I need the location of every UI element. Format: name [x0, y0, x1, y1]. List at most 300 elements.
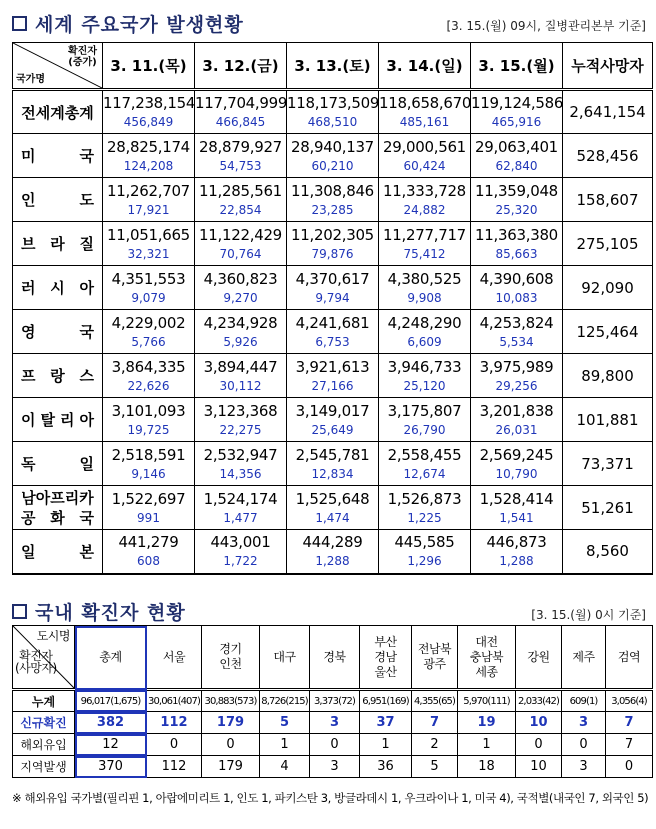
cumulative-cases: 11,202,305 — [291, 225, 374, 244]
daily-increase: 5,534 — [499, 334, 534, 349]
date-header: 3. 12.(금) — [195, 43, 287, 90]
daily-increase: 26,031 — [495, 422, 538, 437]
daily-increase: 25,320 — [495, 202, 538, 217]
world-country-row — [13, 354, 653, 398]
case-cell — [287, 398, 379, 442]
region-value: 36 — [360, 756, 412, 778]
case-cell — [103, 90, 195, 134]
case-cell — [379, 310, 471, 354]
case-cell — [379, 266, 471, 310]
case-cell — [195, 266, 287, 310]
case-cell — [287, 266, 379, 310]
cumulative-cases: 1,524,174 — [203, 489, 278, 508]
world-country-row — [13, 530, 653, 574]
daily-increase: 85,663 — [495, 246, 538, 261]
region-value: 7 — [606, 712, 653, 734]
region-value: 112 — [147, 712, 202, 734]
cumulative-cases: 118,658,670 — [379, 94, 472, 112]
daily-increase: 54,753 — [219, 158, 262, 173]
domestic-section-title — [12, 598, 186, 625]
cumulative-cases: 441,279 — [118, 533, 179, 552]
region-value: 179 — [202, 712, 260, 734]
domestic-row — [13, 756, 653, 778]
case-cell — [287, 310, 379, 354]
region-value: 3,056(4) — [606, 690, 653, 712]
daily-increase: 25,649 — [311, 422, 354, 437]
world-country-row — [13, 310, 653, 354]
region-value: 30,061(407) — [147, 690, 202, 712]
region-header: 총계 — [75, 626, 147, 690]
cumulative-cases: 11,333,728 — [383, 181, 466, 200]
daily-increase: 62,840 — [495, 158, 538, 173]
region-header: 전남북 광주 — [412, 626, 458, 690]
country-name-char: 영 — [21, 323, 36, 341]
daily-increase: 14,356 — [219, 466, 262, 481]
region-value: 3 — [310, 756, 360, 778]
country-name-text — [21, 365, 94, 386]
region-value: 0 — [310, 734, 360, 756]
country-name-char: 질 — [79, 235, 94, 253]
cumulative-cases: 443,001 — [210, 533, 271, 552]
cumulative-cases: 28,879,927 — [199, 137, 282, 156]
region-value: 30,883(573) — [202, 690, 260, 712]
country-name-text — [21, 453, 94, 474]
country-name-char: 일 — [21, 542, 36, 561]
region-header: 제주 — [562, 626, 606, 690]
case-cell — [471, 310, 563, 354]
daily-increase: 124,208 — [123, 158, 174, 173]
world-header-row — [13, 43, 653, 90]
country-name-char: 화 — [50, 508, 65, 527]
country-name-char: 국 — [79, 508, 94, 527]
cumulative-cases: 4,390,608 — [479, 269, 554, 288]
daily-increase: 27,166 — [311, 378, 354, 393]
case-cell — [103, 178, 195, 222]
daily-increase: 70,764 — [219, 246, 262, 261]
region-value: 3 — [310, 712, 360, 734]
cumulative-cases: 29,063,401 — [475, 137, 558, 156]
cumulative-cases: 11,262,707 — [107, 181, 190, 200]
cumulative-deaths: 158,607 — [563, 178, 653, 222]
case-cell — [379, 530, 471, 574]
region-value: 112 — [147, 756, 202, 778]
domestic-row — [13, 690, 653, 712]
row-label: 신규확진 — [13, 712, 75, 734]
country-name-line2 — [21, 508, 94, 528]
region-value: 5 — [412, 756, 458, 778]
world-country-row — [13, 178, 653, 222]
case-cell — [103, 266, 195, 310]
cumulative-cases: 28,940,137 — [291, 137, 374, 156]
cumulative-cases: 11,359,048 — [475, 181, 558, 200]
cumulative-cases: 11,363,380 — [475, 225, 558, 244]
cumulative-cases: 446,873 — [486, 533, 547, 552]
daily-increase: 22,275 — [219, 422, 262, 437]
cumulative-cases: 119,124,586 — [471, 94, 564, 112]
domestic-footnote: ※ 해외유입 국가별(필리핀 1, 아랍에미리트 1, 인도 1, 파키스탄 3, 방글라데시 1, 우크라이나 1, 미국 4), 국적별(내국인 7, 외국인 5) — [12, 791, 649, 805]
daily-increase: 12,674 — [403, 466, 446, 481]
cumulative-cases: 28,825,174 — [107, 137, 190, 156]
cumulative-cases: 4,241,681 — [295, 313, 370, 332]
daily-increase: 10,790 — [495, 466, 538, 481]
square-bullet-icon — [12, 604, 27, 619]
country-name-line1: 남아프리카 — [21, 488, 94, 507]
case-cell — [379, 442, 471, 486]
case-cell — [471, 398, 563, 442]
region-value: 2 — [412, 734, 458, 756]
cumulative-cases: 3,975,989 — [479, 357, 554, 376]
country-name — [13, 178, 103, 222]
region-value: 3 — [562, 712, 606, 734]
case-cell — [195, 442, 287, 486]
country-name-char: 도 — [79, 191, 94, 209]
cumulative-deaths: 101,881 — [563, 398, 653, 442]
case-cell — [379, 354, 471, 398]
daily-increase: 26,790 — [403, 422, 446, 437]
country-name-char: 스 — [79, 367, 94, 385]
daily-increase: 19,725 — [127, 422, 170, 437]
cumulative-cases: 4,248,290 — [387, 313, 462, 332]
daily-increase: 79,876 — [311, 246, 354, 261]
corner-bottom-label: 국가명 — [16, 74, 45, 85]
region-value: 0 — [606, 756, 653, 778]
square-bullet-icon — [12, 16, 27, 31]
country-name-char: 시 — [50, 279, 65, 297]
country-name-text: 전세계총계 — [21, 103, 94, 122]
country-name-char: 탈 — [40, 411, 55, 429]
case-cell — [103, 530, 195, 574]
daily-increase: 466,845 — [215, 115, 266, 129]
region-header: 검역 — [606, 626, 653, 690]
row-label: 누계 — [13, 690, 75, 712]
case-cell — [287, 90, 379, 134]
daily-increase: 25,120 — [403, 378, 446, 393]
case-cell — [379, 90, 471, 134]
case-cell — [195, 178, 287, 222]
case-cell — [471, 178, 563, 222]
row-label: 지역발생 — [13, 756, 75, 778]
case-cell — [379, 222, 471, 266]
cumulative-cases: 4,234,928 — [203, 313, 278, 332]
cum-deaths-header: 누적사망자 — [563, 43, 653, 90]
case-cell — [195, 310, 287, 354]
daily-increase: 608 — [137, 554, 160, 569]
case-cell — [287, 486, 379, 530]
region-value: 0 — [202, 734, 260, 756]
world-country-row — [13, 134, 653, 178]
region-value: 1 — [360, 734, 412, 756]
cumulative-deaths: 275,105 — [563, 222, 653, 266]
country-name — [13, 266, 103, 310]
country-name — [13, 354, 103, 398]
cumulative-cases: 2,545,781 — [295, 445, 370, 464]
country-name-char: 라 — [50, 235, 65, 253]
domestic-corner-top: 도시명 — [36, 629, 70, 643]
daily-increase: 6,609 — [407, 334, 442, 349]
cumulative-deaths: 51,261 — [563, 486, 653, 530]
region-value: 1 — [260, 734, 310, 756]
country-name-char: 랑 — [50, 367, 65, 385]
corner-top-sub: (증가) — [68, 57, 97, 68]
daily-increase: 485,161 — [399, 115, 450, 129]
cumulative-cases: 117,704,999 — [195, 94, 288, 112]
region-value: 6,951(169) — [360, 690, 412, 712]
case-cell — [103, 222, 195, 266]
region-value: 10 — [516, 756, 562, 778]
cumulative-cases: 2,532,947 — [203, 445, 278, 464]
daily-increase: 9,079 — [131, 290, 166, 305]
country-name-char: 아 — [79, 279, 94, 297]
daily-increase: 32,321 — [127, 246, 170, 261]
daily-increase: 1,288 — [499, 554, 534, 569]
world-country-row — [13, 222, 653, 266]
corner-top-text: 확진자 — [68, 46, 97, 57]
cumulative-cases: 2,518,591 — [111, 445, 186, 464]
case-cell — [471, 530, 563, 574]
case-cell — [103, 398, 195, 442]
daily-increase: 1,541 — [499, 510, 534, 525]
cumulative-cases: 1,526,873 — [387, 489, 462, 508]
cumulative-cases: 1,525,648 — [295, 489, 370, 508]
region-value: 96,017(1,675) — [75, 690, 147, 712]
country-name-char: 국 — [79, 147, 94, 165]
daily-increase: 29,256 — [495, 378, 538, 393]
country-name-text — [21, 233, 94, 254]
domestic-row — [13, 712, 653, 734]
cumulative-deaths: 89,800 — [563, 354, 653, 398]
domestic-row — [13, 734, 653, 756]
cumulative-cases: 3,123,368 — [203, 401, 278, 420]
case-cell — [195, 222, 287, 266]
cumulative-cases: 11,051,665 — [107, 225, 190, 244]
daily-increase: 5,926 — [223, 334, 258, 349]
cumulative-cases: 4,360,823 — [203, 269, 278, 288]
domestic-corner-cell — [13, 626, 75, 690]
cumulative-cases: 3,921,613 — [295, 357, 370, 376]
country-name-char: 프 — [21, 367, 36, 385]
cumulative-deaths: 528,456 — [563, 134, 653, 178]
region-header: 대구 — [260, 626, 310, 690]
case-cell — [103, 442, 195, 486]
region-value: 179 — [202, 756, 260, 778]
country-name-char: 공 — [21, 508, 36, 527]
case-cell — [195, 398, 287, 442]
region-value: 19 — [458, 712, 516, 734]
country-name-char: 리 — [60, 411, 75, 429]
cumulative-deaths: 92,090 — [563, 266, 653, 310]
region-value: 7 — [412, 712, 458, 734]
daily-increase: 991 — [137, 510, 160, 525]
country-name-text — [21, 189, 94, 210]
world-country-row — [13, 266, 653, 310]
case-cell — [287, 222, 379, 266]
case-cell — [471, 222, 563, 266]
region-value: 382 — [75, 712, 147, 734]
region-value: 12 — [75, 734, 147, 756]
cumulative-cases: 444,289 — [302, 533, 363, 552]
cumulative-cases: 2,558,455 — [387, 445, 462, 464]
world-country-row — [13, 90, 653, 134]
row-label: 해외유입 — [13, 734, 75, 756]
cumulative-cases: 3,946,733 — [387, 357, 462, 376]
country-name-char: 아 — [79, 411, 94, 429]
case-cell — [471, 442, 563, 486]
region-value: 1 — [458, 734, 516, 756]
region-value: 2,033(42) — [516, 690, 562, 712]
daily-increase: 60,424 — [403, 158, 446, 173]
domestic-header-row — [13, 626, 653, 690]
region-value: 8,726(215) — [260, 690, 310, 712]
world-corner-cell — [13, 43, 103, 90]
cumulative-cases: 1,522,697 — [111, 489, 186, 508]
case-cell — [379, 178, 471, 222]
country-name-char: 브 — [21, 235, 36, 253]
date-header: 3. 15.(월) — [471, 43, 563, 90]
cumulative-cases: 3,175,807 — [387, 401, 462, 420]
date-header: 3. 13.(토) — [287, 43, 379, 90]
corner-bottom-text: 확진자 — [19, 649, 53, 663]
daily-increase: 9,908 — [407, 290, 442, 305]
cumulative-deaths: 73,371 — [563, 442, 653, 486]
daily-increase: 9,146 — [131, 466, 166, 481]
country-name-char: 본 — [79, 542, 94, 561]
region-value: 5 — [260, 712, 310, 734]
case-cell — [195, 530, 287, 574]
date-header: 3. 11.(목) — [103, 43, 195, 90]
case-cell — [471, 134, 563, 178]
cumulative-cases: 4,253,824 — [479, 313, 554, 332]
cumulative-cases: 3,864,335 — [111, 357, 186, 376]
world-country-row — [13, 486, 653, 530]
case-cell — [471, 266, 563, 310]
country-name-char: 미 — [21, 147, 36, 165]
country-name-text — [21, 145, 94, 166]
cumulative-cases: 3,149,017 — [295, 401, 370, 420]
region-value: 3 — [562, 756, 606, 778]
cumulative-deaths: 2,641,154 — [563, 90, 653, 134]
country-name-char: 인 — [21, 191, 36, 209]
world-table — [12, 42, 653, 575]
cumulative-cases: 11,122,429 — [199, 225, 282, 244]
domestic-as-of: [3. 15.(월) 0시 기준] — [531, 608, 646, 622]
country-name — [13, 442, 103, 486]
cumulative-cases: 1,528,414 — [479, 489, 554, 508]
case-cell — [195, 486, 287, 530]
case-cell — [471, 486, 563, 530]
daily-increase: 23,285 — [311, 202, 354, 217]
case-cell — [471, 354, 563, 398]
cumulative-cases: 4,370,617 — [295, 269, 370, 288]
cumulative-cases: 4,229,002 — [111, 313, 186, 332]
cumulative-cases: 4,351,553 — [111, 269, 186, 288]
region-value: 5,970(111) — [458, 690, 516, 712]
country-name-char: 러 — [21, 279, 36, 297]
daily-increase: 1,225 — [407, 510, 442, 525]
case-cell — [287, 134, 379, 178]
world-section-title — [12, 10, 244, 37]
region-value: 0 — [562, 734, 606, 756]
world-country-row — [13, 398, 653, 442]
case-cell — [195, 90, 287, 134]
region-value: 4 — [260, 756, 310, 778]
daily-increase: 9,794 — [315, 290, 350, 305]
country-name — [13, 530, 103, 574]
country-name — [13, 486, 103, 530]
daily-increase: 12,834 — [311, 466, 354, 481]
daily-increase: 5,766 — [131, 334, 166, 349]
daily-increase: 9,270 — [223, 290, 258, 305]
cumulative-cases: 118,173,509 — [287, 94, 380, 112]
country-name-text — [21, 321, 94, 342]
domestic-table — [12, 625, 653, 778]
daily-increase: 1,288 — [315, 554, 350, 569]
date-header: 3. 14.(일) — [379, 43, 471, 90]
region-value: 0 — [516, 734, 562, 756]
country-name — [13, 310, 103, 354]
daily-increase: 1,296 — [407, 554, 442, 569]
country-name-char: 국 — [79, 323, 94, 341]
case-cell — [103, 310, 195, 354]
cumulative-cases: 4,380,525 — [387, 269, 462, 288]
region-value: 18 — [458, 756, 516, 778]
domestic-corner-bottom — [15, 650, 57, 674]
daily-increase: 465,916 — [491, 115, 542, 129]
daily-increase: 60,210 — [311, 158, 354, 173]
cumulative-cases: 11,285,561 — [199, 181, 282, 200]
case-cell — [287, 354, 379, 398]
country-name — [13, 134, 103, 178]
country-name-char: 이 — [21, 411, 36, 429]
cumulative-deaths: 8,560 — [563, 530, 653, 574]
daily-increase: 75,412 — [403, 246, 446, 261]
case-cell — [379, 398, 471, 442]
country-name-text — [21, 409, 94, 430]
daily-increase: 1,722 — [223, 554, 258, 569]
case-cell — [471, 90, 563, 134]
daily-increase: 1,474 — [315, 510, 350, 525]
region-header: 부산 경남 울산 — [360, 626, 412, 690]
daily-increase: 456,849 — [123, 115, 174, 129]
cumulative-cases: 445,585 — [394, 533, 455, 552]
region-header: 강원 — [516, 626, 562, 690]
case-cell — [379, 486, 471, 530]
corner-top-label — [68, 46, 97, 68]
region-header: 경기 인천 — [202, 626, 260, 690]
region-value: 10 — [516, 712, 562, 734]
cumulative-cases: 3,201,838 — [479, 401, 554, 420]
domestic-title: 국내 확진자 현황 — [35, 602, 186, 624]
country-name-char: 독 — [21, 455, 36, 473]
daily-increase: 468,510 — [307, 115, 358, 129]
cumulative-cases: 2,569,245 — [479, 445, 554, 464]
country-name-char: 일 — [79, 455, 94, 473]
daily-increase: 22,626 — [127, 378, 170, 393]
cumulative-cases: 29,000,561 — [383, 137, 466, 156]
country-name-text — [21, 277, 94, 298]
region-value: 7 — [606, 734, 653, 756]
region-value: 0 — [147, 734, 202, 756]
region-value: 37 — [360, 712, 412, 734]
case-cell — [195, 354, 287, 398]
corner-bottom-sub: (사망자) — [15, 661, 57, 675]
country-name — [13, 398, 103, 442]
cumulative-cases: 11,308,846 — [291, 181, 374, 200]
country-name — [13, 90, 103, 134]
case-cell — [195, 134, 287, 178]
region-header: 경북 — [310, 626, 360, 690]
cumulative-cases: 11,277,717 — [383, 225, 466, 244]
region-header: 대전 충남북 세종 — [458, 626, 516, 690]
